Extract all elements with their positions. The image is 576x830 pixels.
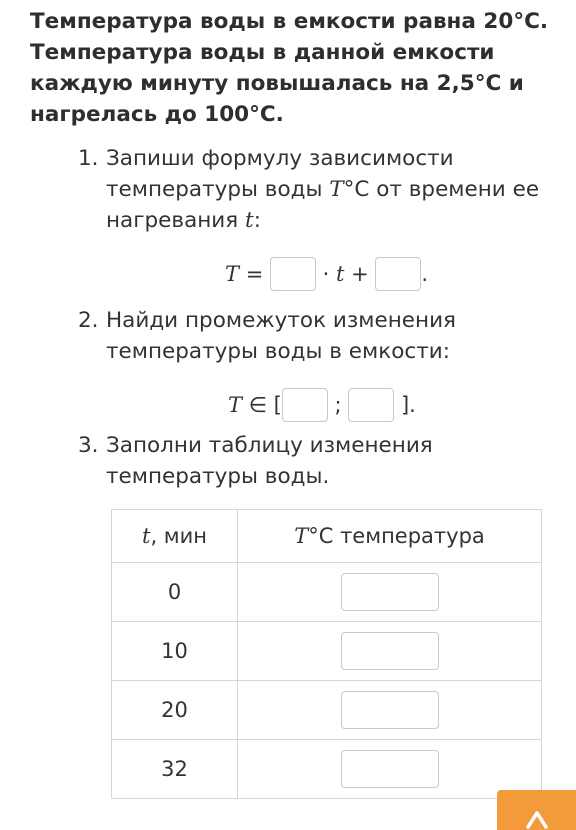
variable-t: t [245,208,254,233]
time-cell: 10 [112,622,238,681]
interval-end-input[interactable] [348,388,394,422]
time-cell: 20 [112,681,238,740]
temperature-cell [238,622,542,681]
task-1-text: Запиши формулу зависимости температуры воды T°С от времени ее нагревания t: [106,146,540,233]
header-time: t, мин [112,510,238,563]
table-row [112,740,542,799]
temperature-table [111,509,542,799]
task-1 [78,143,558,236]
chevron-up-icon [524,807,550,829]
problem-statement: Температура воды в емкости равна 20°С. Температура воды в данной емкости каждую минуту повышалась на 2,5°С и нагрелась до 100°С. [30,9,549,127]
temperature-cell [238,681,542,740]
temperature-input-20[interactable] [341,691,439,729]
time-cell: 32 [112,740,238,799]
temperature-input-10[interactable] [341,632,439,670]
formula-interval: T ∈ [ ; ]. [228,386,416,423]
temperature-input-32[interactable] [341,750,439,788]
task-2-text: Найди промежуток изменения температуры воды в емкости: [106,308,456,364]
variable-T: T [329,177,344,202]
interval-start-input[interactable] [282,388,328,422]
table-row [112,681,542,740]
scroll-up-button[interactable] [497,790,576,830]
temperature-input-0[interactable] [341,573,439,611]
table-row [112,563,542,622]
temperature-cell [238,740,542,799]
task-2-number: 2. [78,308,99,333]
constant-input[interactable] [375,257,421,291]
temperature-cell [238,563,542,622]
formula-dependency: T = · t + . [225,255,428,292]
time-cell: 0 [112,563,238,622]
table-row [112,622,542,681]
task-1-number: 1. [78,146,99,171]
task-2 [78,305,558,367]
table-header-row [112,510,542,563]
header-temperature: T°С температура [238,510,542,563]
task-3-text: Заполни таблицу изменения температуры воды. [106,433,433,489]
coefficient-input[interactable] [270,257,316,291]
task-3-number: 3. [78,433,99,458]
task-3 [78,430,558,492]
